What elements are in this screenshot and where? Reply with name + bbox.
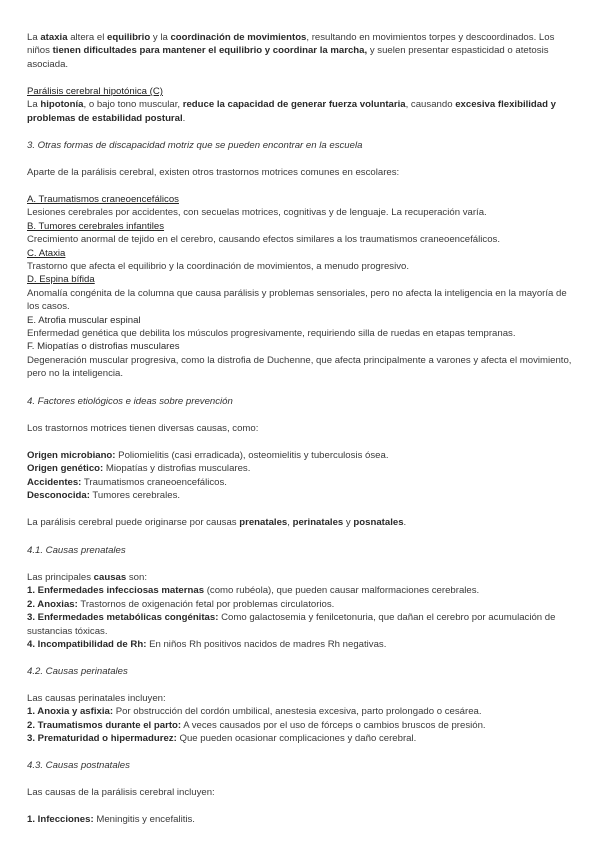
prenatal-item: 2. Anoxias: Trastornos de oxigenación fetal por problemas circulatorios. (27, 598, 335, 610)
disorder-title: B. Tumores cerebrales infantiles (27, 220, 165, 232)
perinatal-heading: 4.2. Causas perinatales (27, 666, 128, 677)
postnatal-intro: Las causas de la parálisis cerebral incluyen: (27, 787, 215, 798)
prenatal-item: 4. Incompatibilidad de Rh: En niños Rh positivos nacidos de madres Rh negativas. (27, 639, 387, 651)
origin-item: Accidentes: Traumatismos craneoencefálicos. (27, 476, 227, 488)
disorder-title: D. Espina bífida (27, 274, 95, 286)
disorders-list (27, 193, 575, 381)
perinatal-intro: Las causas perinatales incluyen: (27, 693, 166, 704)
perinatal-item: 2. Traumatismos durante el parto: A veces causados por el uso de fórceps o cambios bruscos de presión. (27, 719, 486, 731)
postnatal-item: 1. Infecciones: Meningitis y encefalitis. (27, 814, 195, 825)
prenatal-item: 1. Enfermedades infecciosas maternas (como rubéola), que pueden causar malformaciones cerebrales. (27, 585, 480, 597)
pc-origins-paragraph: La parálisis cerebral puede originarse por causas prenatales, perinatales y posnatales. (27, 517, 407, 528)
origin-item: Origen microbiano: Poliomielitis (casi erradicada), osteomielitis y tuberculosis ósea. (27, 450, 389, 461)
disorder-desc: Trastorno que afecta el equilibrio y la coordinación de movimientos, a menudo progresivo. (27, 261, 410, 273)
prenatal-list (27, 571, 575, 651)
perinatal-item: 3. Prematuridad o hipermadurez: Que pueden ocasionar complicaciones y daño cerebral. (27, 733, 417, 745)
disorder-desc: Degeneración muscular progresiva, como la distrofia de Duchenne, que afecta principalmente a varones y afecta el movimiento, pero no la inteligencia. (27, 354, 572, 380)
disorder-desc: Crecimiento anormal de tejido en el cerebro, causando efectos similares a los traumatismos craneoencefálicos. (27, 234, 500, 246)
postnatal-heading: 4.3. Causas postnatales (27, 760, 130, 771)
origin-item: Desconocida: Tumores cerebrales. (27, 490, 181, 502)
section3-heading: 3. Otras formas de discapacidad motriz que se pueden encontrar en la escuela (27, 140, 363, 151)
origins-list (27, 449, 575, 503)
perinatal-list (27, 692, 575, 746)
section4-intro: Los trastornos motrices tienen diversas causas, como: (27, 423, 259, 434)
perinatal-item: 1. Anoxia y asfixia: Por obstrucción del cordón umbilical, anestesia excesiva, parto prolongado o cesárea. (27, 706, 482, 718)
disorder-desc: Lesiones cerebrales por accidentes, con secuelas motrices, cognitivas y de lenguaje. La recuperación varía. (27, 207, 487, 219)
disorder-title: F. Miopatías o distrofias musculares (27, 341, 180, 353)
hipotonica-block: Parálisis cerebral hipotónica (C) La hipotonía, o bajo tono muscular, reduce la capacidad de generar fuerza voluntaria, causando excesiva flexibilidad y problemas de estabilidad postural. (27, 85, 575, 125)
section4-heading: 4. Factores etiológicos e ideas sobre prevención (27, 396, 233, 407)
disorder-title: A. Traumatismos craneoencefálicos (27, 194, 179, 205)
ataxia-paragraph: La ataxia altera el equilibrio y la coordinación de movimientos, resultando en movimientos torpes y descoordinados. Los niños tienen dificultades para mantener el equilibrio y coordinar la marcha, y suelen presentar espasticidad o atetosis asociada. (27, 32, 555, 70)
disorder-title: C. Ataxia (27, 247, 66, 259)
section3-intro: Aparte de la parálisis cerebral, existen otros trastornos motrices comunes en escolares: (27, 167, 400, 178)
prenatal-item: 3. Enfermedades metabólicas congénitas: Como galactosemia y fenilcetonuria, que dañan el cerebro por acumulación de sustancias tóxicas. (27, 612, 556, 637)
origin-item: Origen genético: Miopatías y distrofias musculares. (27, 463, 251, 475)
disorder-title: E. Atrofia muscular espinal (27, 314, 141, 326)
hipotonica-heading: Parálisis cerebral hipotónica (C) (27, 86, 163, 97)
prenatal-intro: Las principales causas son: (27, 572, 148, 583)
prenatal-heading: 4.1. Causas prenatales (27, 545, 126, 556)
disorder-desc: Anomalía congénita de la columna que causa parálisis y problemas sensoriales, pero no afecta la inteligencia en la mayoría de los casos. (27, 287, 567, 313)
disorder-desc: Enfermedad genética que debilita los músculos progresivamente, requiriendo silla de ruedas en etapas tempranas. (27, 328, 516, 340)
